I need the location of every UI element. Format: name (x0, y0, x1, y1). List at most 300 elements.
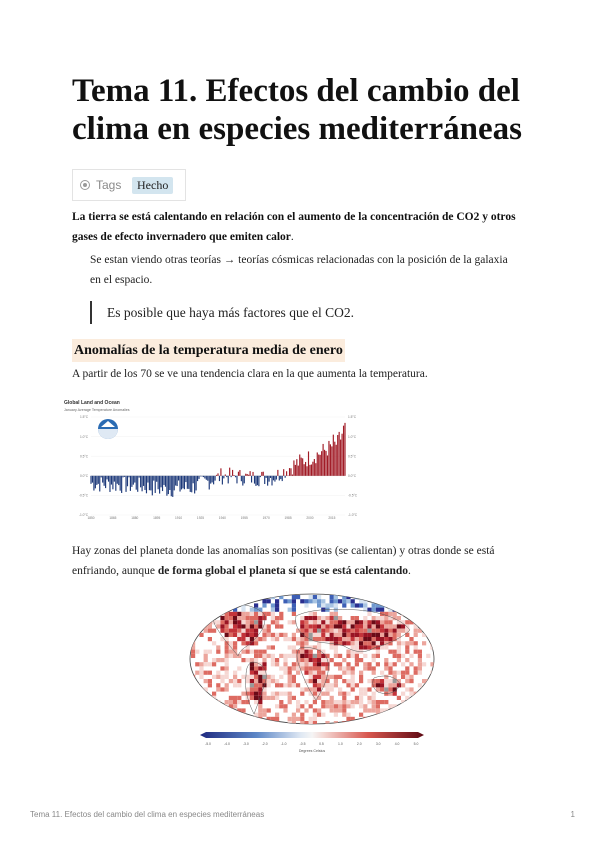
map-cell (246, 717, 250, 721)
bar-2012 (327, 455, 328, 475)
map-cell (351, 616, 355, 620)
map-cell (233, 721, 237, 725)
map-cell (346, 650, 350, 654)
map-cell (229, 624, 233, 628)
map-cell (384, 637, 388, 641)
colorbar-tick: 3.0 (375, 742, 381, 746)
map-cell (346, 637, 350, 641)
map-cell (317, 666, 321, 670)
map-cell (292, 645, 296, 649)
map-cell (426, 620, 430, 624)
map-cell (338, 624, 342, 628)
bar-2004 (315, 463, 316, 476)
map-cell (208, 620, 212, 624)
map-cell (388, 599, 392, 603)
map-cell (359, 658, 363, 662)
map-cell (355, 662, 359, 666)
map-cell (220, 620, 224, 624)
map-cell (288, 654, 292, 658)
map-cell (304, 620, 308, 624)
map-cell (405, 666, 409, 670)
map-cell (363, 637, 367, 641)
map-cell (351, 620, 355, 624)
map-cell (388, 683, 392, 687)
map-cell (195, 700, 199, 704)
map-cell (426, 696, 430, 700)
map-cell (250, 633, 254, 637)
bar-1899 (162, 476, 163, 491)
bar-2020 (339, 432, 340, 476)
map-cell (204, 650, 208, 654)
map-cell (258, 704, 262, 708)
map-cell (216, 595, 220, 599)
map-cell (405, 721, 409, 725)
map-cell (359, 700, 363, 704)
map-cell (195, 696, 199, 700)
map-cell (208, 683, 212, 687)
map-cell (367, 700, 371, 704)
map-cell (254, 633, 258, 637)
map-cell (250, 683, 254, 687)
map-cell (275, 713, 279, 717)
map-cell (313, 683, 317, 687)
bar-1919 (191, 476, 192, 493)
map-cell (309, 629, 313, 633)
map-cell (288, 608, 292, 612)
map-cell (393, 717, 397, 721)
map-cell (254, 692, 258, 696)
map-cell (422, 708, 426, 712)
bar-1914 (184, 476, 185, 489)
map-cell (317, 633, 321, 637)
map-cell (397, 696, 401, 700)
map-cell (393, 713, 397, 717)
bar-1850 (90, 476, 91, 484)
map-cell (422, 608, 426, 612)
map-cell (418, 650, 422, 654)
map-cell (321, 662, 325, 666)
map-cell (216, 620, 220, 624)
map-cell (237, 624, 241, 628)
bar-1944 (228, 476, 229, 484)
map-cell (372, 637, 376, 641)
map-cell (355, 620, 359, 624)
map-cell (250, 616, 254, 620)
bar-1898 (160, 476, 161, 488)
bar-1896 (158, 476, 159, 489)
map-cell (334, 662, 338, 666)
map-cell (359, 633, 363, 637)
map-cell (414, 603, 418, 607)
map-cell (380, 608, 384, 612)
map-cell (254, 603, 258, 607)
map-cell (241, 675, 245, 679)
map-cell (418, 662, 422, 666)
map-cell (325, 616, 329, 620)
map-cell (405, 671, 409, 675)
map-cell (351, 679, 355, 683)
map-cell (372, 658, 376, 662)
map-cell (304, 666, 308, 670)
map-cell (393, 708, 397, 712)
map-cell (241, 616, 245, 620)
map-cell (220, 721, 224, 725)
map-cell (346, 624, 350, 628)
map-cell (426, 603, 430, 607)
map-cell (304, 616, 308, 620)
map-cell (254, 629, 258, 633)
map-cell (338, 629, 342, 633)
map-cell (372, 666, 376, 670)
map-cell (300, 629, 304, 633)
map-cell (241, 700, 245, 704)
map-cell (254, 679, 258, 683)
map-cell (342, 637, 346, 641)
y-tick-label-right: 1.0°C (348, 434, 357, 439)
bar-1935 (214, 476, 215, 481)
map-cell (363, 654, 367, 658)
bar-1916 (187, 476, 188, 489)
bar-1872 (123, 476, 124, 478)
map-cell (195, 650, 199, 654)
map-cell (359, 713, 363, 717)
map-cell (292, 713, 296, 717)
map-cell (363, 687, 367, 691)
map-cell (246, 624, 250, 628)
map-cell (254, 616, 258, 620)
map-cell (380, 620, 384, 624)
map-cell (204, 599, 208, 603)
map-cell (409, 675, 413, 679)
map-cell (388, 624, 392, 628)
map-cell (309, 633, 313, 637)
map-cell (283, 662, 287, 666)
map-cell (288, 671, 292, 675)
map-cell (288, 675, 292, 679)
map-cell (300, 616, 304, 620)
bar-1983 (285, 476, 286, 478)
map-cell (334, 650, 338, 654)
map-cell (351, 683, 355, 687)
map-cell (388, 687, 392, 691)
map-cell (313, 633, 317, 637)
map-cell (355, 658, 359, 662)
map-cell (363, 603, 367, 607)
map-cell (317, 629, 321, 633)
section-heading: Anomalías de la temperatura media de enero (72, 339, 345, 362)
map-cell (237, 700, 241, 704)
map-cell (401, 683, 405, 687)
map-cell (363, 666, 367, 670)
bar-1978 (277, 470, 278, 476)
map-cell (388, 616, 392, 620)
map-cell (309, 721, 313, 725)
map-cell (233, 633, 237, 637)
map-cell (275, 620, 279, 624)
bar-1868 (117, 476, 118, 484)
map-cell (313, 662, 317, 666)
chart-subtitle: January Average Temperature Anomalies (64, 408, 130, 412)
map-cell (430, 687, 434, 691)
map-cell (233, 612, 237, 616)
map-cell (204, 629, 208, 633)
bar-1852 (93, 476, 94, 491)
map-cell (338, 654, 342, 658)
map-cell (334, 624, 338, 628)
map-cell (191, 641, 195, 645)
map-cell (414, 721, 418, 725)
map-cell (191, 650, 195, 654)
map-cell (233, 696, 237, 700)
bar-1885 (142, 476, 143, 491)
bar-1950 (236, 476, 237, 484)
map-cell (376, 700, 380, 704)
map-cell (422, 687, 426, 691)
map-cell (397, 629, 401, 633)
bar-1949 (235, 476, 236, 477)
map-cell (405, 608, 409, 612)
map-cell (405, 620, 409, 624)
map-cell (229, 616, 233, 620)
x-tick-label: 1895 (153, 516, 161, 520)
map-cell (372, 717, 376, 721)
map-cell (241, 612, 245, 616)
map-cell (292, 620, 296, 624)
map-cell (346, 692, 350, 696)
map-cell (225, 629, 229, 633)
map-cell (292, 666, 296, 670)
para2-start: Hay zonas del planeta donde las anomalías son positivas (se calientan) y otras donde se está enfriando, aunque (72, 545, 495, 577)
colorbar-tick: 0.5 (319, 742, 324, 746)
map-cell (401, 662, 405, 666)
map-cell (414, 671, 418, 675)
map-cell (405, 624, 409, 628)
map-cell (313, 675, 317, 679)
map-cell (325, 683, 329, 687)
map-cell (309, 620, 313, 624)
map-cell (212, 608, 216, 612)
x-tick-label: 1880 (131, 516, 139, 520)
map-cell (267, 696, 271, 700)
map-cell (359, 679, 363, 683)
map-cell (258, 612, 262, 616)
map-cell (258, 637, 262, 641)
map-cell (262, 662, 266, 666)
map-cell (409, 692, 413, 696)
section-paragraph: A partir de los 70 se ve una tendencia clara en la que aumenta la temperatura. (72, 368, 428, 380)
map-cell (384, 683, 388, 687)
map-cell (216, 717, 220, 721)
map-cell (376, 620, 380, 624)
map-cell (330, 599, 334, 603)
bar-1908 (175, 476, 176, 486)
map-cell (275, 658, 279, 662)
map-cell (233, 645, 237, 649)
map-cell (388, 603, 392, 607)
map-cell (384, 620, 388, 624)
bar-1867 (115, 476, 116, 491)
map-cell (334, 700, 338, 704)
map-cell (384, 679, 388, 683)
map-cell (250, 595, 254, 599)
map-cell (212, 704, 216, 708)
bar-1972 (269, 476, 270, 482)
map-cell (380, 624, 384, 628)
map-cell (355, 603, 359, 607)
map-cell (229, 713, 233, 717)
map-cell (191, 603, 195, 607)
map-cell (241, 641, 245, 645)
map-cell (225, 624, 229, 628)
map-cell (309, 650, 313, 654)
map-cell (250, 612, 254, 616)
map-cell (309, 637, 313, 641)
map-cell (304, 671, 308, 675)
map-cell (325, 629, 329, 633)
map-cell (304, 708, 308, 712)
map-cell (212, 713, 216, 717)
map-cell (262, 603, 266, 607)
map-cell (388, 721, 392, 725)
map-cell (271, 658, 275, 662)
map-cell (426, 616, 430, 620)
map-cell (346, 620, 350, 624)
map-cell (229, 633, 233, 637)
map-cell (376, 633, 380, 637)
bar-2019 (337, 435, 338, 476)
map-cell (376, 616, 380, 620)
map-cell (376, 704, 380, 708)
map-cell (233, 641, 237, 645)
bar-1883 (139, 476, 140, 478)
bar-2005 (317, 452, 318, 475)
para2-bold: de forma global el planeta sí que se está calentando (157, 565, 409, 577)
map-cell (321, 616, 325, 620)
map-cell (393, 683, 397, 687)
map-cell (208, 717, 212, 721)
map-cell (405, 645, 409, 649)
map-cell (262, 658, 266, 662)
bar-1858 (102, 476, 103, 483)
map-cell (279, 675, 283, 679)
map-cell (304, 662, 308, 666)
map-cell (204, 658, 208, 662)
map-cell (309, 616, 313, 620)
map-cell (216, 599, 220, 603)
bar-1956 (245, 474, 246, 476)
map-cell (254, 650, 258, 654)
map-cell (418, 658, 422, 662)
map-cell (292, 721, 296, 725)
map-cell (229, 654, 233, 658)
map-cell (262, 637, 266, 641)
map-cell (330, 603, 334, 607)
map-cell (384, 645, 388, 649)
map-cell (254, 666, 258, 670)
bar-1984 (286, 471, 287, 476)
map-cell (334, 708, 338, 712)
map-cell (330, 683, 334, 687)
map-cell (372, 696, 376, 700)
map-cell (414, 620, 418, 624)
bar-1888 (146, 476, 147, 493)
map-cell (372, 708, 376, 712)
map-cell (372, 692, 376, 696)
map-cell (262, 708, 266, 712)
map-cell (208, 603, 212, 607)
map-cell (271, 637, 275, 641)
map-cell (330, 624, 334, 628)
bar-2024 (344, 423, 345, 476)
bar-1930 (207, 476, 208, 481)
bar-1980 (280, 476, 281, 479)
map-cell (225, 671, 229, 675)
bar-1915 (185, 476, 186, 482)
map-cell (300, 650, 304, 654)
map-cell (338, 704, 342, 708)
map-cell (258, 654, 262, 658)
map-cell (325, 704, 329, 708)
map-cell (321, 692, 325, 696)
map-cell (346, 683, 350, 687)
map-cell (418, 599, 422, 603)
map-cell (351, 721, 355, 725)
map-cell (359, 624, 363, 628)
map-cell (262, 650, 266, 654)
bar-1882 (137, 476, 138, 492)
colorbar-tick: 2.0 (356, 742, 362, 746)
tag-chip-hecho[interactable]: Hecho (132, 177, 173, 194)
map-cell (220, 616, 224, 620)
map-cell (330, 637, 334, 641)
colorbar-tick: -3.0 (242, 742, 249, 746)
bar-1857 (101, 476, 102, 478)
map-cell (359, 696, 363, 700)
map-cell (275, 616, 279, 620)
map-cell (317, 713, 321, 717)
map-cell (418, 612, 422, 616)
bar-1855 (98, 476, 99, 484)
map-cell (384, 599, 388, 603)
map-cell (283, 708, 287, 712)
bar-2016 (333, 435, 334, 476)
map-cell (250, 666, 254, 670)
map-cell (380, 616, 384, 620)
x-tick-label: 1850 (87, 516, 95, 520)
map-cell (317, 662, 321, 666)
map-cell (401, 692, 405, 696)
map-cell (267, 624, 271, 628)
map-cell (241, 608, 245, 612)
map-cell (304, 637, 308, 641)
colorbar-label: Degrees Celsius (298, 749, 326, 753)
map-cell (279, 654, 283, 658)
map-cell (204, 708, 208, 712)
map-cell (262, 721, 266, 725)
map-cell (325, 666, 329, 670)
map-cell (288, 683, 292, 687)
map-cell (355, 633, 359, 637)
map-cell (229, 620, 233, 624)
bar-2011 (325, 451, 326, 476)
map-cell (300, 624, 304, 628)
map-cell (271, 654, 275, 658)
map-cell (409, 700, 413, 704)
map-cell (271, 608, 275, 612)
map-cell (271, 620, 275, 624)
map-cell (254, 713, 258, 717)
map-cell (204, 608, 208, 612)
